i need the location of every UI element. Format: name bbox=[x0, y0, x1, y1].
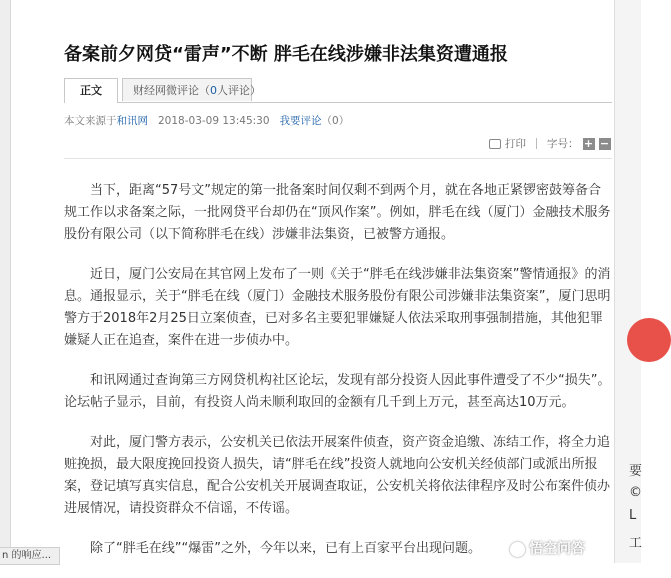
header-divider bbox=[64, 158, 612, 159]
article-paragraph: 和讯网通过查询第三方网贷机构社区论坛，发现有部分投资人因此事件遭受了不少“损失”。论坛帖子显示，目前，有投资人尚未顺利取回的金额有几千到上万元，甚至高达10万元。 bbox=[64, 373, 611, 410]
tab-comments-prefix: 财经网微评论（ bbox=[133, 84, 210, 97]
publish-datetime: 2018-03-09 13:45:30 bbox=[158, 115, 270, 127]
sidebar-fragment: © bbox=[629, 485, 642, 500]
tab-bar bbox=[64, 78, 612, 103]
article-meta bbox=[64, 113, 349, 128]
left-scroll-edge bbox=[0, 0, 11, 563]
wukong-logo-icon bbox=[510, 542, 525, 557]
article-title: 备案前夕网贷“雷声”不断 胖毛在线涉嫌非法集资遭通报 bbox=[64, 44, 508, 65]
sidebar-fragment: L bbox=[629, 508, 637, 523]
tab-comments-count: 0 bbox=[210, 84, 217, 97]
source-link[interactable]: 和讯网 bbox=[116, 115, 148, 127]
article-paragraph: 对此，厦门警方表示，公安机关已依法开展案件侦查，资产资金追缴、冻结工作，将全力追赃挽损，最大限度挽回投资人损失，请“胖毛在线”投资人就地向公安机关经侦部门或派出所报案，登记填写真实信息，配合公安机关开展调查取证，公安机关将依法律程序及时公布案件侦办进展情况，请投资群众不信谣，不传谣。 bbox=[64, 435, 611, 516]
font-increase-button[interactable]: + bbox=[583, 136, 594, 150]
sidebar-badge-circle bbox=[627, 318, 671, 362]
print-button[interactable] bbox=[489, 136, 526, 151]
comment-count: （0） bbox=[321, 115, 350, 127]
right-sidebar bbox=[614, 0, 641, 563]
article-paragraph: 当下，距离“57号文”规定的第一批备案时间仅剩不到两个月，就在各地正紧锣密鼓筹备合规工作以求备案之际，一批网贷平台却仍在“顶风作案”。例如，胖毛在线（厦门）金融技术服务股份有限公司（以下简称胖毛在线）涉嫌非法集资，已被警方通报。 bbox=[64, 183, 611, 242]
tab-comments-suffix: 人评论） bbox=[217, 84, 261, 97]
watermark bbox=[510, 538, 585, 558]
font-decrease-button[interactable]: − bbox=[599, 136, 610, 150]
sidebar-fragment: 工 bbox=[629, 536, 643, 551]
font-size-label: 字号： bbox=[547, 138, 579, 150]
article-toolbar bbox=[489, 136, 611, 151]
comment-link[interactable]: 我要评论 bbox=[279, 115, 322, 127]
source-prefix: 本文来源于 bbox=[64, 115, 117, 127]
article-paragraph: 除了“胖毛在线”“爆雷”之外，今年以来，已有上百家平台出现问题。 bbox=[90, 541, 481, 556]
toolbar-divider bbox=[536, 138, 537, 149]
article-body bbox=[64, 180, 612, 578]
tab-comments[interactable] bbox=[122, 78, 261, 101]
browser-status-bar: n 的响应... bbox=[0, 547, 60, 565]
article-paragraph: 近日，厦门公安局在其官网上发布了一则《关于“胖毛在线涉嫌非法集资案”警情通报》的消息。通报显示，关于“胖毛在线（厦门）金融技术服务股份有限公司涉嫌非法集资案”，厦门思明警方于2018年2月25日立案侦查，已对多名主要犯罪嫌疑人依法采取刑事强制措施，其他犯罪嫌疑人正在追查，案件在进一步侦办中。 bbox=[64, 267, 611, 348]
printer-icon bbox=[489, 139, 501, 149]
watermark-text: 悟空问答 bbox=[529, 541, 585, 557]
sidebar-fragment: 要 bbox=[629, 464, 643, 479]
tab-body[interactable]: 正文 bbox=[64, 78, 118, 103]
print-label: 打印 bbox=[505, 138, 526, 150]
